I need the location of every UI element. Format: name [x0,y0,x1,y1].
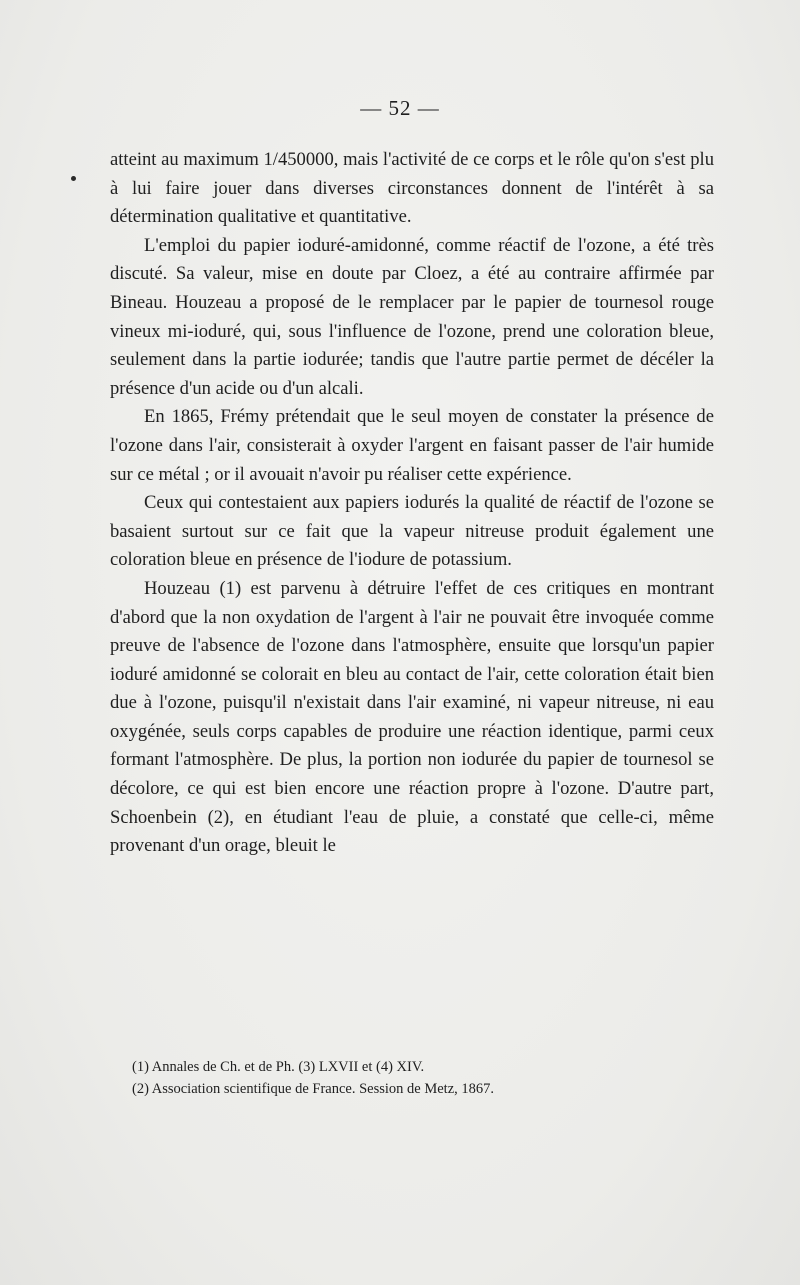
paragraph-2: L'emploi du papier ioduré-amidonné, comme réactif de l'ozone, a été très discuté. Sa valeur, mise en doute par Cloez, a été au contraire affirmée par Bineau. Houzeau a proposé de le remplacer par le papier de tournesol rouge vineux mi-ioduré, qui, sous l'influence de l'ozone, prend une coloration bleue, seulement dans la partie iodurée; tandis que l'autre partie permet de décéler la présence d'un acide ou d'un alcali. [110,234,714,399]
paragraph-1: atteint au maximum 1/450000, mais l'activité de ce corps et le rôle qu'on s'est plu à lui faire jouer dans diverses circonstances donnent de l'intérêt à sa détermination qualitative et quantitative. [110,149,714,228]
body-text [110,146,714,861]
ink-speck [71,176,76,181]
footnote-1: (1) Annales de Ch. et de Ph. (3) LXVII et (4) XIV. [132,1059,425,1075]
footnote-2: (2) Association scientifique de France. Session de Metz, 1867. [132,1081,495,1097]
paragraph-3: En 1865, Frémy prétendait que le seul moyen de constater la présence de l'ozone dans l'air, consisterait à oxyder l'argent en faisant passer de l'air humide sur ce métal ; or il avouait n'avoir pu réaliser cette expérience. [110,406,714,485]
paragraph-4: Ceux qui contestaient aux papiers iodurés la qualité de réactif de l'ozone se basaient surtout sur ce fait que la vapeur nitreuse produit également une coloration bleue en présence de l'iodure de potassium. [110,492,714,571]
page-number: — 52 — [360,96,440,120]
paragraph-5: Houzeau (1) est parvenu à détruire l'effet de ces critiques en montrant d'abord que la non oxydation de l'argent à l'air ne pouvait être invoquée comme preuve de l'absence de l'ozone dans l'atmosphère, ensuite que lorsqu'un papier ioduré amidonné se colorait en bleu au contact de l'air, cette coloration était bien due à l'ozone, puisqu'il n'existait dans l'air examiné, ni vapeur nitreuse, ni eau oxygénée, seuls corps capables de produire une réaction identique, parmi ceux formant l'atmosphère. De plus, la portion non iodurée du papier de tournesol se décolore, ce qui est bien encore une réaction propre à l'ozone. D'autre part, Schoenbein (2), en étudiant l'eau de pluie, a constaté que celle-ci, même provenant d'un orage, bleuit le [110,577,714,857]
footnotes [110,1056,720,1100]
